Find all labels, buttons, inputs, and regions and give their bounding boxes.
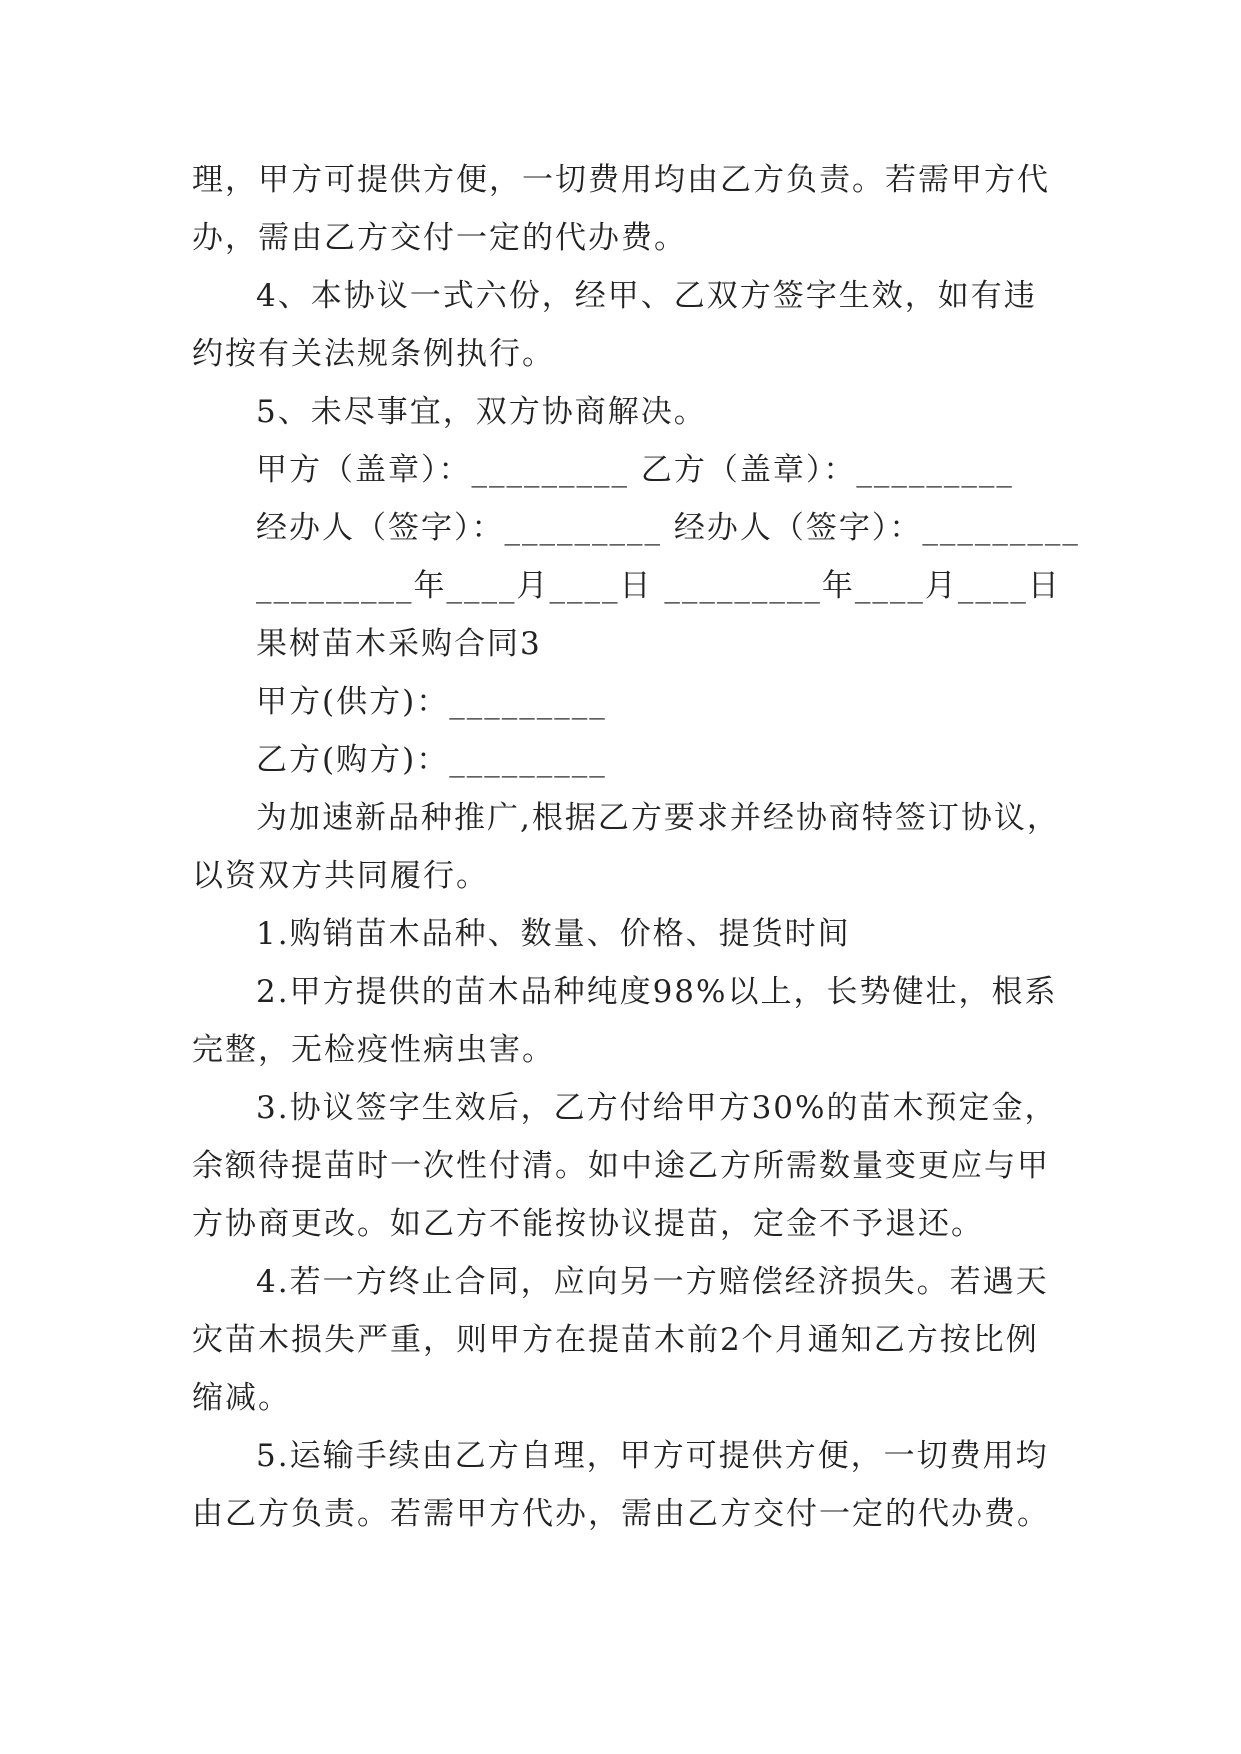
paragraph-line: 余额待提苗时一次性付清。如中途乙方所需数量变更应与甲 — [192, 1148, 1050, 1184]
clause-5-line: 5、未尽事宜，双方协商解决。 — [256, 394, 707, 430]
item-2-line: 2.甲方提供的苗木品种纯度98%以上，长势健壮，根系 — [256, 974, 1058, 1010]
party-a-line: 甲方(供方)：_________ — [256, 684, 607, 720]
document-body — [192, 160, 1080, 1552]
paragraph-line: 理，甲方可提供方便，一切费用均由乙方负责。若需甲方代 — [192, 162, 1050, 198]
signatory-line: 经办人（签字）：_________ 经办人（签字）：_________ — [256, 510, 1080, 546]
contract-title: 果树苗木采购合同3 — [256, 626, 542, 662]
paragraph-line: 由乙方负责。若需甲方代办，需由乙方交付一定的代办费。 — [192, 1496, 1050, 1532]
paragraph-line: 约按有关法规条例执行。 — [192, 336, 555, 372]
party-seal-line: 甲方（盖章）：_________ 乙方（盖章）：_________ — [256, 452, 1014, 488]
item-3-line: 3.协议签字生效后，乙方付给甲方30%的苗木预定金， — [256, 1090, 1058, 1126]
preamble-line: 为加速新品种推广,根据乙方要求并经协商特签订协议， — [256, 800, 1060, 836]
clause-4-line: 4、本协议一式六份，经甲、乙双方签字生效，如有违 — [256, 278, 1037, 314]
paragraph-line: 方协商更改。如乙方不能按协议提苗，定金不予退还。 — [192, 1206, 984, 1242]
paragraph-line: 以资双方共同履行。 — [192, 858, 489, 894]
item-4-line: 4.若一方终止合同，应向另一方赔偿经济损失。若遇天 — [256, 1264, 1049, 1300]
paragraph-line: 办，需由乙方交付一定的代办费。 — [192, 220, 687, 256]
paragraph-line: 灾苗木损失严重，则甲方在提苗木前2个月通知乙方按比例 — [192, 1322, 1039, 1358]
paragraph-line: 完整，无检疫性病虫害。 — [192, 1032, 555, 1068]
party-b-line: 乙方(购方)：_________ — [256, 742, 607, 778]
item-5-line: 5.运输手续由乙方自理，甲方可提供方便，一切费用均 — [256, 1438, 1049, 1474]
item-1-line: 1.购销苗木品种、数量、价格、提货时间 — [256, 916, 851, 952]
date-line: _________年____月____日 _________年____月____日 — [256, 568, 1061, 604]
paragraph-line: 缩减。 — [192, 1380, 291, 1416]
